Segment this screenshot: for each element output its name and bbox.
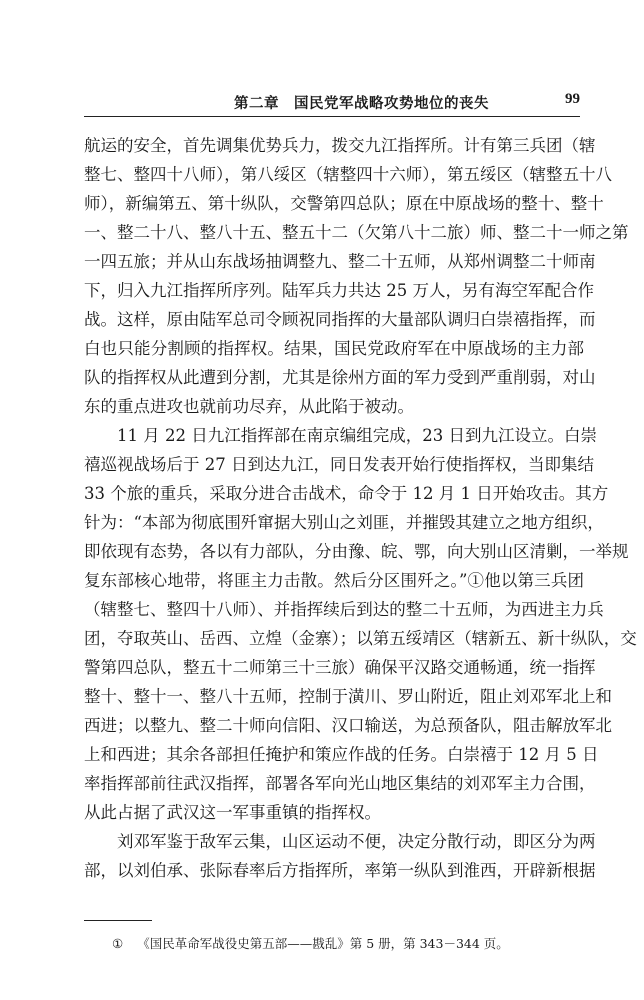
- text-line: 师），新编第五、第十纵队，交警第四总队；原在中原战场的整十、整十: [84, 194, 604, 213]
- text-line: 航运的安全，首先调集优势兵力，拨交九江指挥所。计有第三兵团（辖: [84, 136, 596, 155]
- text-line: 上和西进；其余各部担任掩护和策应作战的任务。白崇禧于 12 月 5 日: [84, 745, 599, 764]
- paragraph-start-line: 11 月 22 日九江指挥部在南京编组完成，23 日到九江设立。白崇: [117, 426, 597, 445]
- text-line: 部，以刘伯承、张际春率后方指挥所，率第一纵队到淮西，开辟新根据: [84, 861, 596, 880]
- footnote-marker: ①: [112, 936, 124, 951]
- body-text: [84, 131, 637, 885]
- page-number: 99: [565, 91, 580, 107]
- text-line: 警第四总队，整五十二师第三十三旅）确保平汉路交通畅通，统一指挥: [84, 658, 596, 677]
- text-line: 一四五旅；并从山东战场抽调整九、整二十五师，从郑州调整二十师南: [84, 252, 596, 271]
- paragraph-start-line: 刘邓军鉴于敌军云集，山区运动不便，决定分散行动，即区分为两: [117, 832, 596, 851]
- chapter-title: 第二章 国民党军战略攻势地位的丧失: [234, 95, 489, 112]
- text-line: 一、整二十八、整八十五、整五十二（欠第八十二旅）师、整二十一师之第: [84, 223, 629, 242]
- footnote: [112, 934, 509, 952]
- text-line: （辖整七、整四十八师）、并指挥续后到达的整二十五师，为西进主力兵: [84, 600, 604, 619]
- footnote-divider: [84, 920, 152, 921]
- text-line: 下，归入九江指挥所序列。陆军兵力共达 25 万人，另有海空军配合作: [84, 281, 594, 300]
- text-line: 33 个旅的重兵，采取分进合击战术，命令于 12 月 1 日开始攻击。其方: [84, 484, 609, 503]
- text-line: 禧巡视战场后于 27 日到达九江，同日发表开始行使指挥权，当即集结: [84, 455, 594, 474]
- text-line: 团，夺取英山、岳西、立煌（金寨）；以第五绥靖区（辖新五、新十纵队，交: [84, 629, 637, 648]
- text-line: 整七、整四十八师），第八绥区（辖整四十六师），第五绥区（辖整五十八: [84, 165, 612, 184]
- text-line: 东的重点进攻也就前功尽弃，从此陷于被动。: [84, 397, 414, 416]
- text-line: 针为：“本部为彻底围歼窜据大别山之刘匪，并摧毁其建立之地方组织，: [84, 513, 604, 532]
- text-line: 西进；以整九、整二十师向信阳、汉口输送，为总预备队，阻击解放军北: [84, 716, 612, 735]
- text-line: 整十、整十一、整八十五师，控制于潢川、罗山附近，阻止刘邓军北上和: [84, 687, 612, 706]
- text-line: 队的指挥权从此遭到分割，尤其是徐州方面的军力受到严重削弱，对山: [84, 368, 596, 387]
- text-line: 复东部核心地带，将匪主力击散。然后分区围歼之。”①他以第三兵团: [84, 571, 584, 590]
- footnote-text: 《国民革命军战役史第五部——戡乱》第 5 册，第 343－344 页。: [137, 936, 509, 951]
- text-line: 率指挥部前往武汉指挥，部署各军向光山地区集结的刘邓军主力合围，: [84, 774, 596, 793]
- text-line: 从此占据了武汉这一军事重镇的指挥权。: [84, 803, 381, 822]
- running-header: [84, 88, 580, 117]
- text-line: 白也只能分割顾的指挥权。结果，国民党政府军在中原战场的主力部: [84, 339, 584, 358]
- text-line: 即依现有态势，各以有力部队，分由豫、皖、鄂，向大别山区清剿，一举规: [84, 542, 629, 561]
- text-line: 战。这样，原由陆军总司令顾祝同指挥的大量部队调归白崇禧指挥，而: [84, 310, 596, 329]
